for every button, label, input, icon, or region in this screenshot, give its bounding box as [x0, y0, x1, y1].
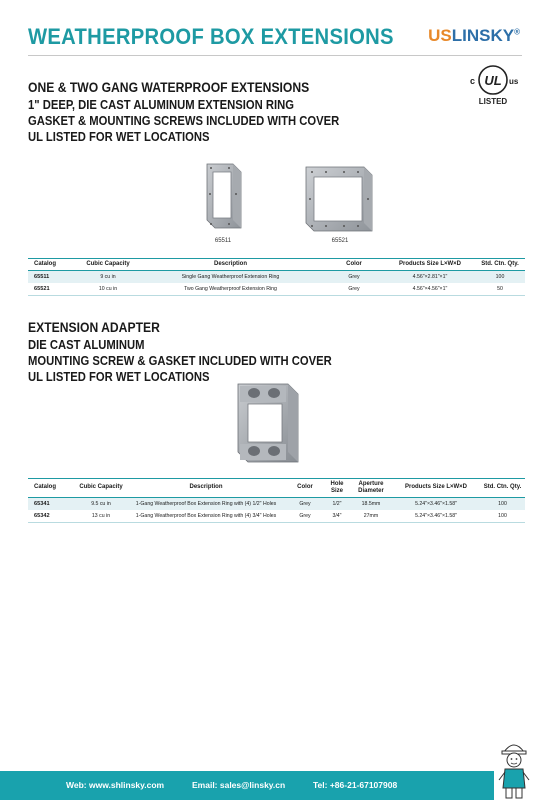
col-cubic-capacity: Cubic Capacity [78, 259, 138, 271]
section2-heading: EXTENSION ADAPTER [28, 320, 160, 335]
table-row [28, 270, 525, 283]
cell-hole-size: 3/4" [332, 512, 342, 519]
cell-std-ctn-qty: 100 [498, 500, 507, 507]
single-gang-caption: 65511 [214, 238, 232, 244]
cell-cubic-capacity: 10 cu in [98, 285, 118, 292]
cell-std-ctn-qty: 50 [497, 285, 503, 292]
cell-catalog: 65511 [34, 273, 50, 280]
cell-description: Two Gang Weatherproof Extension Ring [184, 285, 277, 292]
section2-spec-table [28, 478, 525, 523]
col-products-size: Products Size L×W×D [392, 479, 480, 498]
ul-c-label: c [470, 76, 476, 86]
footer-bar [0, 771, 494, 800]
two-gang-caption: 65521 [331, 238, 349, 244]
page-title: WEATHERPROOF BOX EXTENSIONS [28, 24, 394, 49]
cell-description: Single Gang Weatherproof Extension Ring [181, 273, 280, 280]
single-gang-extension-ring-image [203, 162, 243, 232]
title-divider [28, 55, 522, 56]
ul-listed-label: LISTED [478, 97, 508, 106]
ul-us-label: us [509, 77, 519, 86]
col-std-ctn-qty: Std. Ctn. Qty. [475, 259, 525, 271]
col-catalog: Catalog [28, 479, 76, 498]
cell-color: Grey [348, 285, 360, 292]
table-row [28, 510, 525, 523]
cell-products-size: 5.24"×3.46"×1.58" [415, 512, 457, 519]
table-header-row [28, 479, 525, 498]
cell-catalog: 65521 [34, 285, 50, 292]
table-row [28, 283, 525, 296]
cell-products-size: 4.56"×4.56"×1" [412, 285, 448, 292]
section1-line-1: 1" DEEP, DIE CAST ALUMINUM EXTENSION RING [28, 98, 294, 112]
brand-logo-part1: US [428, 26, 452, 45]
cell-products-size: 5.24"×3.46"×1.58" [415, 500, 457, 507]
cell-cubic-capacity: 9.5 cu in [91, 500, 111, 507]
section1-heading: ONE & TWO GANG WATERPROOF EXTENSIONS [28, 80, 310, 95]
cell-color: Grey [299, 512, 311, 519]
table-header-row [28, 259, 525, 271]
cell-color: Grey [299, 500, 311, 507]
cell-cubic-capacity: 9 cu in [100, 273, 116, 280]
cell-cubic-capacity: 13 cu in [91, 512, 111, 519]
footer-phone: Tel: +86-21-67107908 [313, 780, 398, 790]
col-aperture-diameter: Aperture Diameter [350, 479, 392, 498]
section2-line-2: MOUNTING SCREW & GASKET INCLUDED WITH COVER [28, 354, 332, 368]
two-gang-extension-ring-image [302, 165, 374, 233]
brand-registered-mark: ® [514, 27, 520, 37]
section2-line-3: UL LISTED FOR WET LOCATIONS [28, 370, 210, 384]
ul-listed-icon [462, 64, 524, 108]
cell-aperture-diameter: 18.5mm [361, 500, 381, 507]
section1-line-3: UL LISTED FOR WET LOCATIONS [28, 130, 210, 144]
col-std-ctn-qty: Std. Ctn. Qty. [480, 479, 525, 498]
cell-catalog: 65342 [34, 512, 50, 519]
col-description: Description [126, 479, 286, 498]
cell-hole-size: 1/2" [332, 500, 342, 507]
footer-email-link[interactable]: Email: sales@linsky.cn [192, 780, 286, 790]
cell-std-ctn-qty: 100 [498, 512, 507, 519]
cell-std-ctn-qty: 100 [495, 273, 505, 280]
col-color: Color [323, 259, 385, 271]
cell-products-size: 4.56"×2.81"×1" [412, 273, 448, 280]
table-row [28, 497, 525, 510]
section2-line-1: DIE CAST ALUMINUM [28, 338, 145, 352]
cell-catalog: 65341 [34, 500, 50, 507]
brand-logo-part2: LINSKY [451, 26, 515, 45]
section1-line-2: GASKET & MOUNTING SCREWS INCLUDED WITH COVER [28, 114, 340, 128]
footer-website-link[interactable]: Web: www.shlinsky.com [66, 780, 165, 790]
cell-description: 1-Gang Weatherproof Box Extension Ring with (4) 1/2" Holes [135, 500, 277, 507]
extension-adapter-image [232, 380, 302, 464]
col-description: Description [138, 259, 323, 271]
cell-color: Grey [348, 273, 360, 280]
col-hole-size: Hole Size [324, 479, 350, 498]
col-products-size: Products Size L×W×D [385, 259, 475, 271]
cell-description: 1-Gang Weatherproof Box Extension Ring with (4) 3/4" Holes [135, 512, 277, 519]
col-cubic-capacity: Cubic Capacity [76, 479, 126, 498]
engineer-mascot-icon [496, 736, 532, 800]
ul-label: UL [484, 73, 502, 88]
col-catalog: Catalog [28, 259, 78, 271]
brand-logo [428, 26, 520, 46]
cell-aperture-diameter: 27mm [363, 512, 379, 519]
col-color: Color [286, 479, 324, 498]
section1-spec-table [28, 258, 525, 296]
